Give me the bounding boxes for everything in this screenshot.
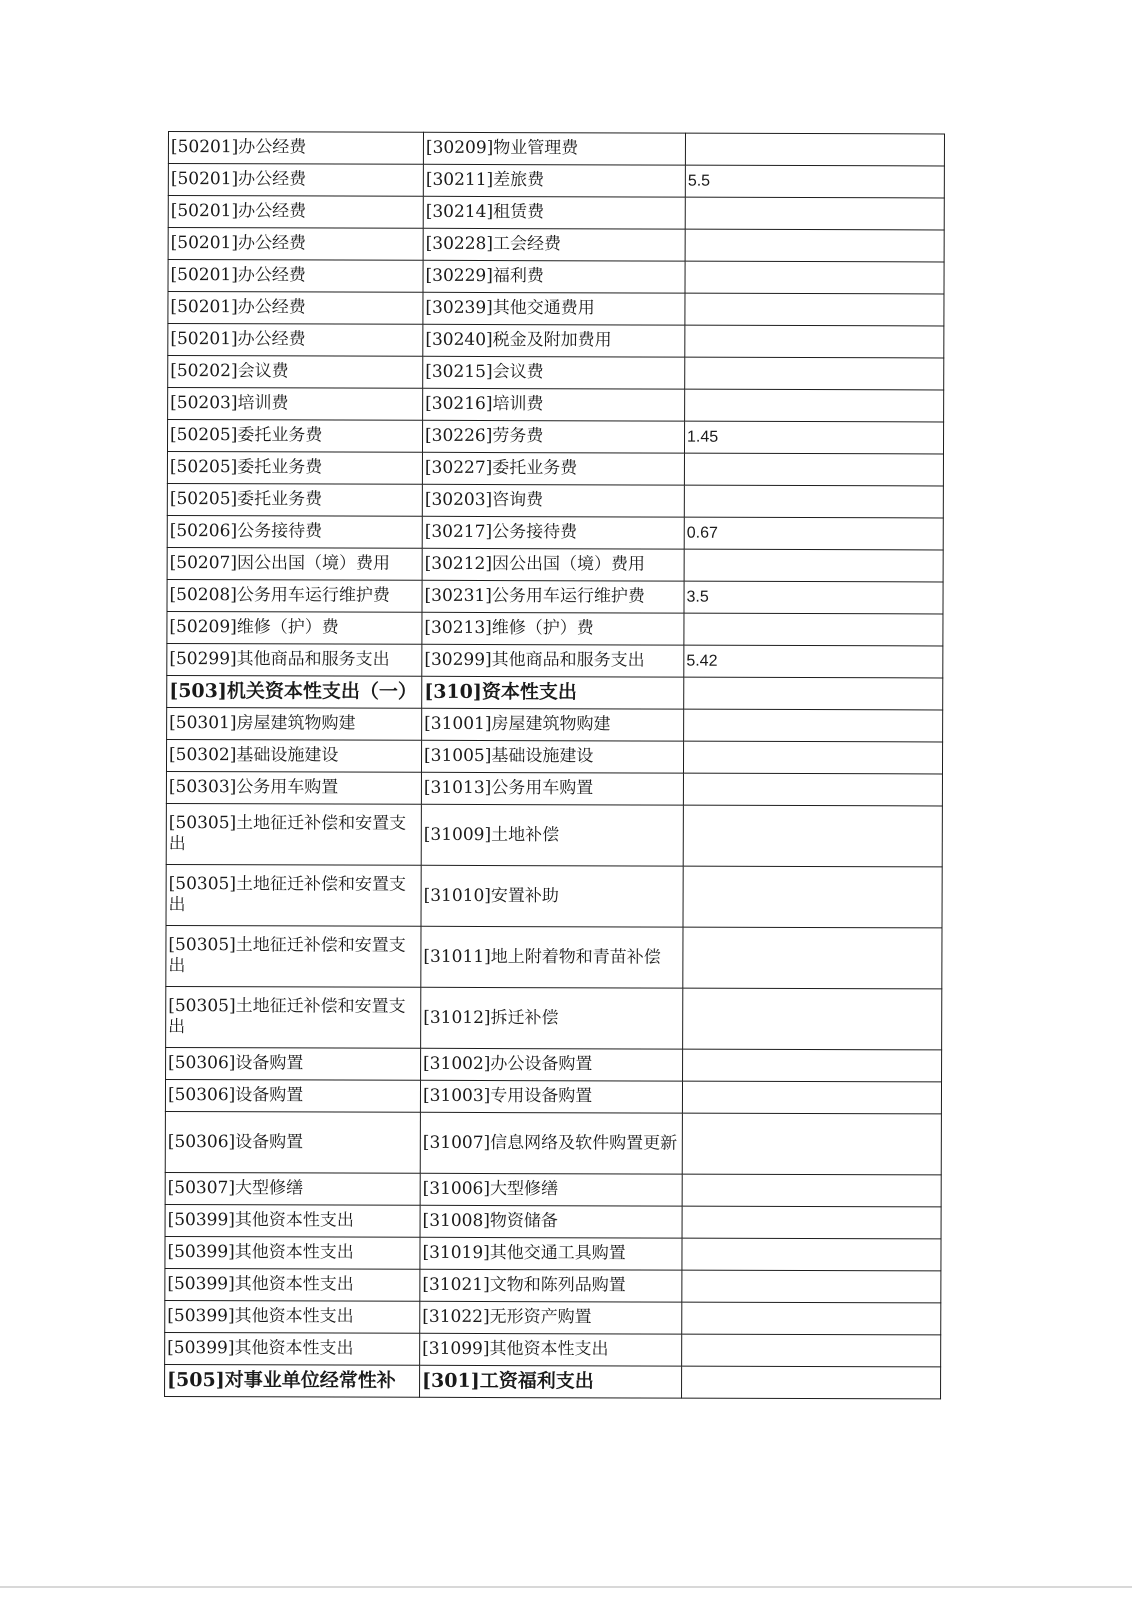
economic-class-cell: [50301]房屋建筑物购建	[167, 707, 422, 740]
budget-item-cell: [30215]会议费	[423, 356, 685, 389]
table-row	[168, 324, 944, 358]
amount-cell	[683, 773, 942, 806]
budget-item-cell: [31006]大型修缮	[420, 1173, 682, 1206]
amount-cell	[685, 197, 944, 230]
budget-item-cell: [301]工资福利支出	[420, 1365, 682, 1398]
budget-item-cell: [30214]租赁费	[423, 196, 685, 229]
amount-cell	[682, 1174, 941, 1207]
table-row	[167, 707, 943, 741]
amount-cell	[685, 133, 944, 166]
budget-item-cell: [31011]地上附着物和青苗补偿	[421, 926, 683, 988]
budget-item-cell: [31002]办公设备购置	[421, 1048, 683, 1081]
table-row	[167, 452, 943, 486]
table-row	[165, 1236, 941, 1270]
budget-item-cell: [31010]安置补助	[421, 865, 683, 927]
amount-cell: 5.5	[685, 165, 944, 198]
economic-class-cell: [50306]设备购置	[165, 1079, 420, 1112]
table-row	[167, 547, 943, 581]
table-row	[165, 1204, 941, 1238]
amount-cell	[684, 709, 943, 742]
category-header-row	[165, 1364, 941, 1398]
economic-class-cell: [50201]办公经费	[168, 324, 423, 357]
economic-class-cell: [50399]其他资本性支出	[165, 1236, 420, 1269]
budget-item-cell: [30226]劳务费	[422, 420, 684, 453]
amount-cell	[685, 389, 944, 422]
table-row	[168, 132, 944, 166]
economic-class-cell: [50205]委托业务费	[167, 420, 422, 453]
budget-item-cell: [31013]公务用车购置	[421, 772, 683, 805]
amount-cell	[683, 927, 942, 989]
table-row	[165, 1268, 941, 1302]
amount-cell	[683, 805, 942, 867]
economic-class-cell: [50307]大型修缮	[165, 1172, 420, 1205]
economic-class-cell: [50202]会议费	[168, 356, 423, 389]
budget-item-cell: [30216]培训费	[423, 388, 685, 421]
amount-cell	[683, 1049, 942, 1082]
table-row	[165, 1079, 941, 1113]
budget-item-cell: [31021]文物和陈列品购置	[420, 1269, 682, 1302]
amount-cell	[685, 325, 944, 358]
economic-class-cell: [50205]委托业务费	[167, 483, 422, 516]
economic-class-cell: [50208]公务用车运行维护费	[167, 579, 422, 612]
budget-item-cell: [30228]工会经费	[423, 228, 685, 261]
table-row	[165, 1172, 941, 1206]
economic-class-cell: [50305]土地征迁补偿和安置支出	[166, 986, 421, 1048]
budget-classification-table	[164, 131, 945, 1399]
scan-edge-line	[0, 1586, 1132, 1588]
economic-class-cell: [50206]公务接待费	[167, 515, 422, 548]
budget-item-cell: [30231]公务用车运行维护费	[422, 580, 684, 613]
table-row	[165, 1111, 941, 1174]
economic-class-cell: [50201]办公经费	[168, 196, 423, 229]
amount-cell	[684, 613, 943, 646]
budget-item-cell: [30217]公务接待费	[422, 516, 684, 549]
amount-cell	[684, 453, 943, 486]
amount-cell	[685, 229, 944, 262]
budget-item-cell: [30229]福利费	[423, 260, 685, 293]
budget-item-cell: [31005]基础设施建设	[421, 740, 683, 773]
table-row	[165, 1300, 941, 1334]
budget-item-cell: [31003]专用设备购置	[420, 1080, 682, 1113]
budget-item-cell: [31019]其他交通工具购置	[420, 1237, 682, 1270]
amount-cell	[682, 1270, 941, 1303]
amount-cell	[682, 1334, 941, 1367]
category-header-row	[167, 675, 943, 709]
amount-cell: 0.67	[684, 517, 943, 550]
economic-class-cell: [50201]办公经费	[168, 292, 423, 325]
budget-item-cell: [31022]无形资产购置	[420, 1301, 682, 1334]
budget-item-cell: [30213]维修（护）费	[422, 612, 684, 645]
budget-item-cell: [31009]土地补偿	[421, 804, 683, 866]
economic-class-cell: [50399]其他资本性支出	[165, 1332, 420, 1365]
table-row	[166, 803, 942, 866]
table-row	[168, 356, 944, 390]
economic-class-cell: [50299]其他商品和服务支出	[167, 643, 422, 676]
table-row	[168, 196, 944, 230]
budget-item-cell: [31008]物资储备	[420, 1205, 682, 1238]
economic-class-cell: [50399]其他资本性支出	[165, 1268, 420, 1301]
table-row	[168, 388, 944, 422]
economic-class-cell: [50302]基础设施建设	[166, 739, 421, 772]
economic-class-cell: [50305]土地征迁补偿和安置支出	[166, 864, 421, 926]
budget-item-cell: [30239]其他交通费用	[423, 292, 685, 325]
amount-cell	[682, 1206, 941, 1239]
economic-class-cell: [50305]土地征迁补偿和安置支出	[166, 925, 421, 987]
amount-cell	[685, 293, 944, 326]
amount-cell	[684, 677, 943, 710]
amount-cell	[682, 1366, 941, 1399]
economic-class-cell: [50306]设备购置	[165, 1111, 420, 1173]
amount-cell	[682, 1302, 941, 1335]
table-row	[166, 864, 942, 927]
economic-class-cell: [50201]办公经费	[168, 228, 423, 261]
economic-class-cell: [50201]办公经费	[168, 164, 423, 197]
economic-class-cell: [503]机关资本性支出（一）	[167, 675, 422, 708]
budget-item-cell: [30209]物业管理费	[423, 132, 685, 165]
table-row	[167, 420, 943, 454]
economic-class-cell: [50399]其他资本性支出	[165, 1300, 420, 1333]
economic-class-cell: [50303]公务用车购置	[166, 771, 421, 804]
table-row	[166, 1047, 942, 1081]
amount-cell	[685, 261, 944, 294]
economic-class-cell: [50207]因公出国（境）费用	[167, 547, 422, 580]
table-row	[167, 483, 943, 517]
table-row	[167, 515, 943, 549]
amount-cell	[684, 549, 943, 582]
table-row	[167, 611, 943, 645]
amount-cell: 1.45	[684, 421, 943, 454]
table-row	[167, 643, 943, 677]
budget-item-cell: [30240]税金及附加费用	[423, 324, 685, 357]
amount-cell: 3.5	[684, 581, 943, 614]
amount-cell	[683, 866, 942, 928]
economic-class-cell: [50201]办公经费	[168, 132, 423, 165]
amount-cell	[682, 1113, 941, 1175]
budget-item-cell: [31007]信息网络及软件购置更新	[420, 1112, 682, 1174]
amount-cell	[682, 1238, 941, 1271]
table-row	[168, 164, 944, 198]
amount-cell: 5.42	[684, 645, 943, 678]
economic-class-cell: [50205]委托业务费	[167, 452, 422, 485]
economic-class-cell: [50305]土地征迁补偿和安置支出	[166, 803, 421, 865]
budget-item-cell: [31099]其他资本性支出	[420, 1333, 682, 1366]
budget-item-cell: [31001]房屋建筑物购建	[422, 708, 684, 741]
budget-item-cell: [310]资本性支出	[422, 676, 684, 709]
amount-cell	[682, 1081, 941, 1114]
economic-class-cell: [50399]其他资本性支出	[165, 1204, 420, 1237]
economic-class-cell: [50209]维修（护）费	[167, 611, 422, 644]
budget-item-cell: [30212]因公出国（境）费用	[422, 548, 684, 581]
table-row	[168, 228, 944, 262]
table-row	[168, 292, 944, 326]
table-row	[165, 1332, 941, 1366]
economic-class-cell: [50201]办公经费	[168, 260, 423, 293]
table-row	[166, 739, 942, 773]
table-row	[168, 260, 944, 294]
amount-cell	[684, 485, 943, 518]
economic-class-cell: [50306]设备购置	[166, 1047, 421, 1080]
budget-item-cell: [31012]拆迁补偿	[421, 987, 683, 1049]
amount-cell	[685, 357, 944, 390]
table-row	[167, 579, 943, 613]
economic-class-cell: [50203]培训费	[168, 388, 423, 421]
budget-item-cell: [30299]其他商品和服务支出	[422, 644, 684, 677]
amount-cell	[683, 988, 942, 1050]
table-row	[166, 771, 942, 805]
budget-item-cell: [30203]咨询费	[422, 484, 684, 517]
amount-cell	[683, 741, 942, 774]
economic-class-cell: [505]对事业单位经常性补	[165, 1364, 420, 1397]
table-row	[166, 986, 942, 1049]
budget-item-cell: [30211]差旅费	[423, 164, 685, 197]
table-row	[166, 925, 942, 988]
budget-item-cell: [30227]委托业务费	[422, 452, 684, 485]
